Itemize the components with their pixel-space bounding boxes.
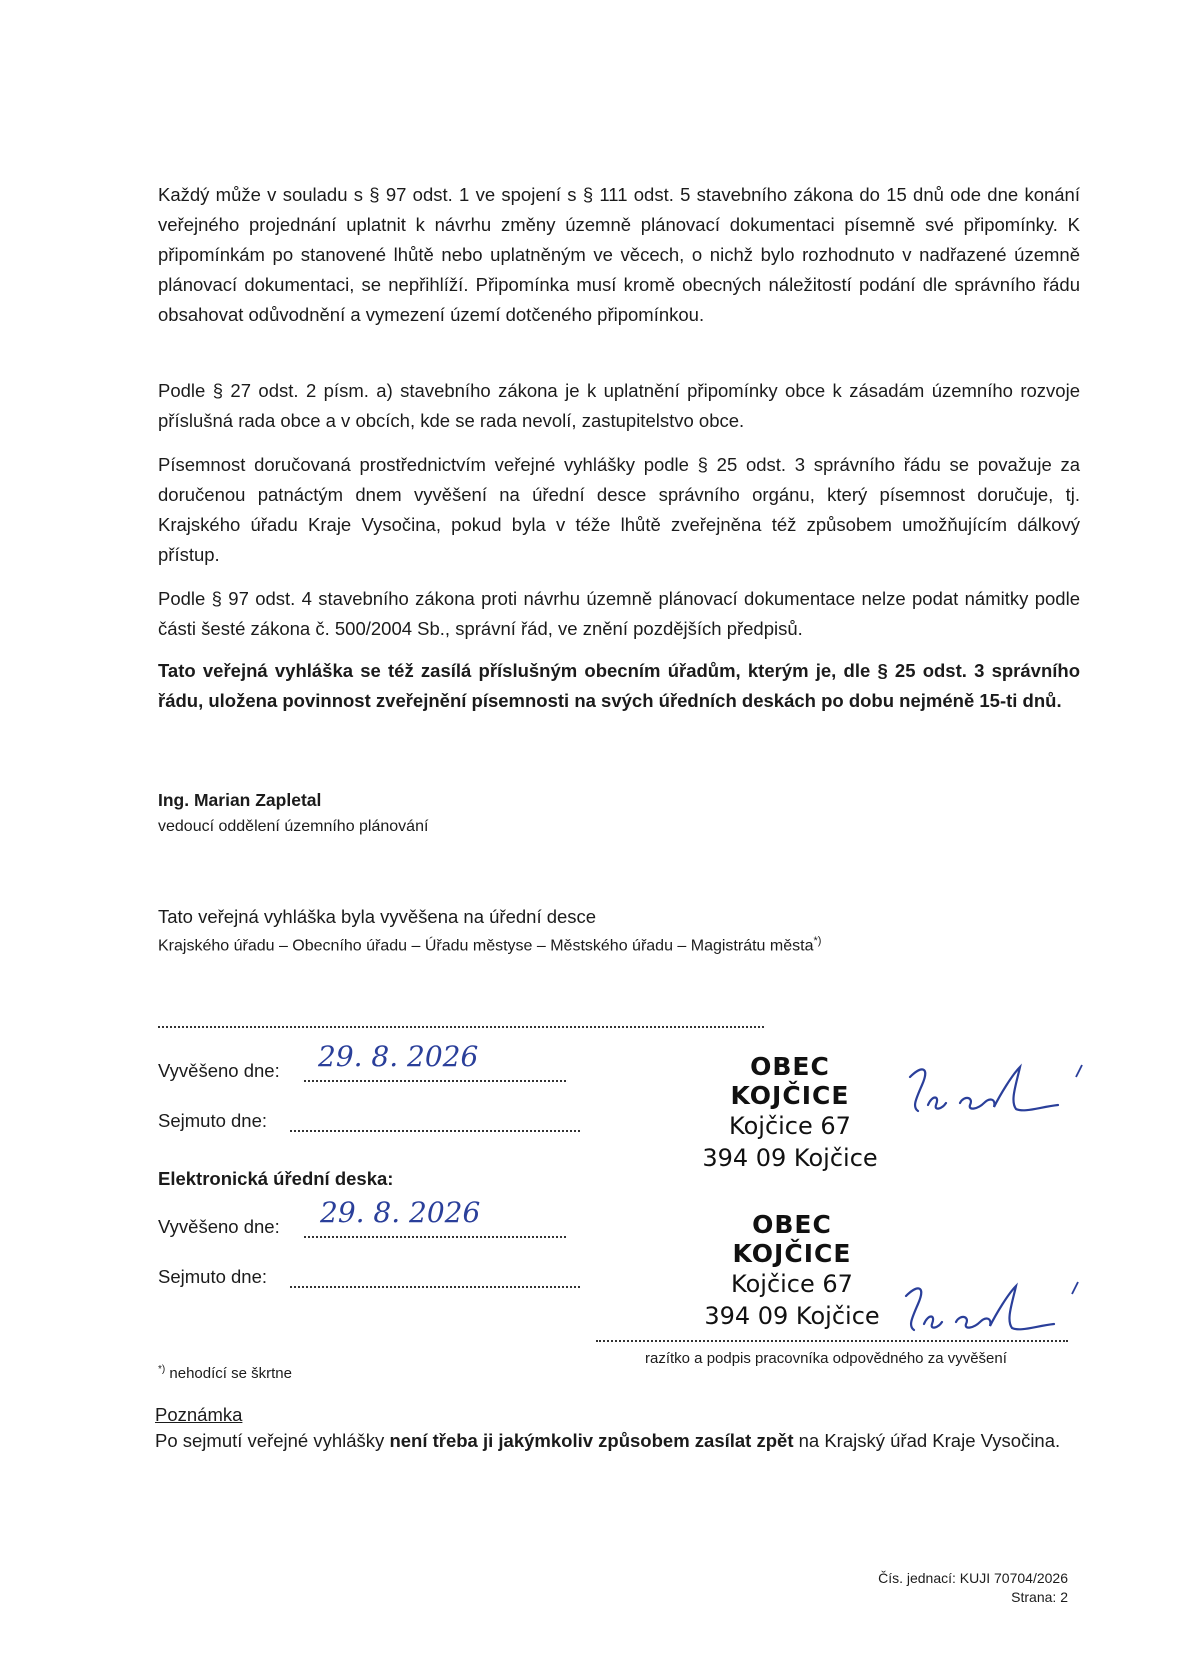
handwritten-signature-electronic [896,1272,1086,1344]
posting-offices-text: Krajského úřadu – Obecního úřadu – Úřadu městyse – Městského úřadu – Magistrátu města [158,937,814,955]
posted-date-line[interactable] [304,1080,566,1082]
municipality-stamp [688,1052,892,1174]
stamp-address-line-2: 394 09 Kojčice [704,1302,880,1330]
note-body [155,1428,1075,1454]
electronic-posted-label: Vyvěšeno dne: [158,1216,280,1237]
stamp-name: OBEC KOJČICE [730,1052,850,1110]
electronic-board-title: Elektronická úřední deska: [158,1168,394,1189]
paragraph-bold-notice: Tato veřejná vyhláška se též zasílá příslušným obecním úřadům, kterým je, dle § 25 odst. 3 správního řádu, uložena povinnost zveřejnění písemnosti na svých úředních deskách po dobu nejméně 15-ti dnů. [158,660,1080,711]
footnote [158,1364,292,1382]
stamp-address-line-1: Kojčice 67 [731,1270,853,1298]
removed-label: Sejmuto dne: [158,1110,268,1131]
page-number: Strana: 2 [1011,1589,1068,1605]
stamp-caption: razítko a podpis pracovníka odpovědného za vyvěšení [645,1350,1007,1367]
stamp-address-line-1: Kojčice 67 [729,1112,851,1140]
stamp-name: OBEC KOJČICE [732,1210,852,1268]
posted-label: Vyvěšeno dne: [158,1060,280,1081]
signatory-name: Ing. Marian Zapletal [158,790,322,810]
separator-dotted-line [158,1026,764,1028]
posting-offices [158,935,821,955]
posting-offices-mark: *) [813,935,822,947]
footnote-mark: *) [158,1364,166,1375]
handwritten-signature [900,1055,1090,1125]
electronic-posted-date-handwritten: 29. 8. 2026 [320,1196,481,1229]
paragraph-objections: Podle § 97 odst. 4 stavebního zákona proti návrhu územně plánovací dokumentace nelze podat námitky podle části šesté zákona č. 500/2004 Sb., správní řád, ve znění pozdějších předpisů. [158,588,1080,639]
note-text-bold: není třeba ji jakýmkoliv způsobem zasílat zpět [389,1430,794,1451]
electronic-removed-date-line[interactable] [290,1286,580,1288]
paragraph-delivery: Písemnost doručovaná prostřednictvím veřejné vyhlášky podle § 25 odst. 3 správního řádu se považuje za doručenou patnáctým dnem vyvěšení na úřední desce správního orgánu, který písemnost doručuje, tj. Krajského úřadu Kraje Vysočina, pokud byla v téže lhůtě zveřejněna též způsobem umožňujícím dálkový přístup. [158,454,1080,565]
note-text-before: Po sejmutí veřejné vyhlášky [155,1430,390,1451]
stamp-signature-line [596,1340,1068,1342]
electronic-removed-label: Sejmuto dne: [158,1266,268,1287]
electronic-posted-date-line[interactable] [304,1236,566,1238]
posted-date-handwritten: 29. 8. 2026 [318,1040,479,1073]
paragraph-municipal-comment: Podle § 27 odst. 2 písm. a) stavebního zákona je k uplatnění připomínky obce k zásadám územního rozvoje příslušná rada obce a v obcích, kde se rada nevolí, zastupitelstvo obce. [158,380,1080,431]
paragraph-comments: Každý může v souladu s § 97 odst. 1 ve spojení s § 111 odst. 5 stavebního zákona do 15 dnů ode dne konání veřejného projednání uplatnit k návrhu změny územně plánovací dokumentaci písemně své připomínky. K připomínkám po stanovené lhůtě nebo uplatněným ve věcech, o nichž bylo rozhodnuto v nadřazené územně plánovací dokumentaci, se nepřihlíží. Připomínka musí kromě obecných náležitostí podání dle správního řádu obsahovat odůvodnění a vymezení území dotčeného připomínkou. [158,184,1080,325]
stamp-address-line-2: 394 09 Kojčice [702,1144,878,1172]
footnote-text: nehodící se škrtne [169,1365,292,1382]
signatory-role: vedoucí oddělení územního plánování [158,818,429,835]
municipality-stamp-electronic [690,1210,894,1332]
reference-number: Čís. jednací: KUJI 70704/2026 [878,1570,1068,1586]
note-title: Poznámka [155,1404,243,1425]
removed-date-line[interactable] [290,1130,580,1132]
posting-title: Tato veřejná vyhláška byla vyvěšena na úřední desce [158,906,597,927]
note-text-after: na Krajský úřad Kraje Vysočina. [793,1430,1061,1451]
